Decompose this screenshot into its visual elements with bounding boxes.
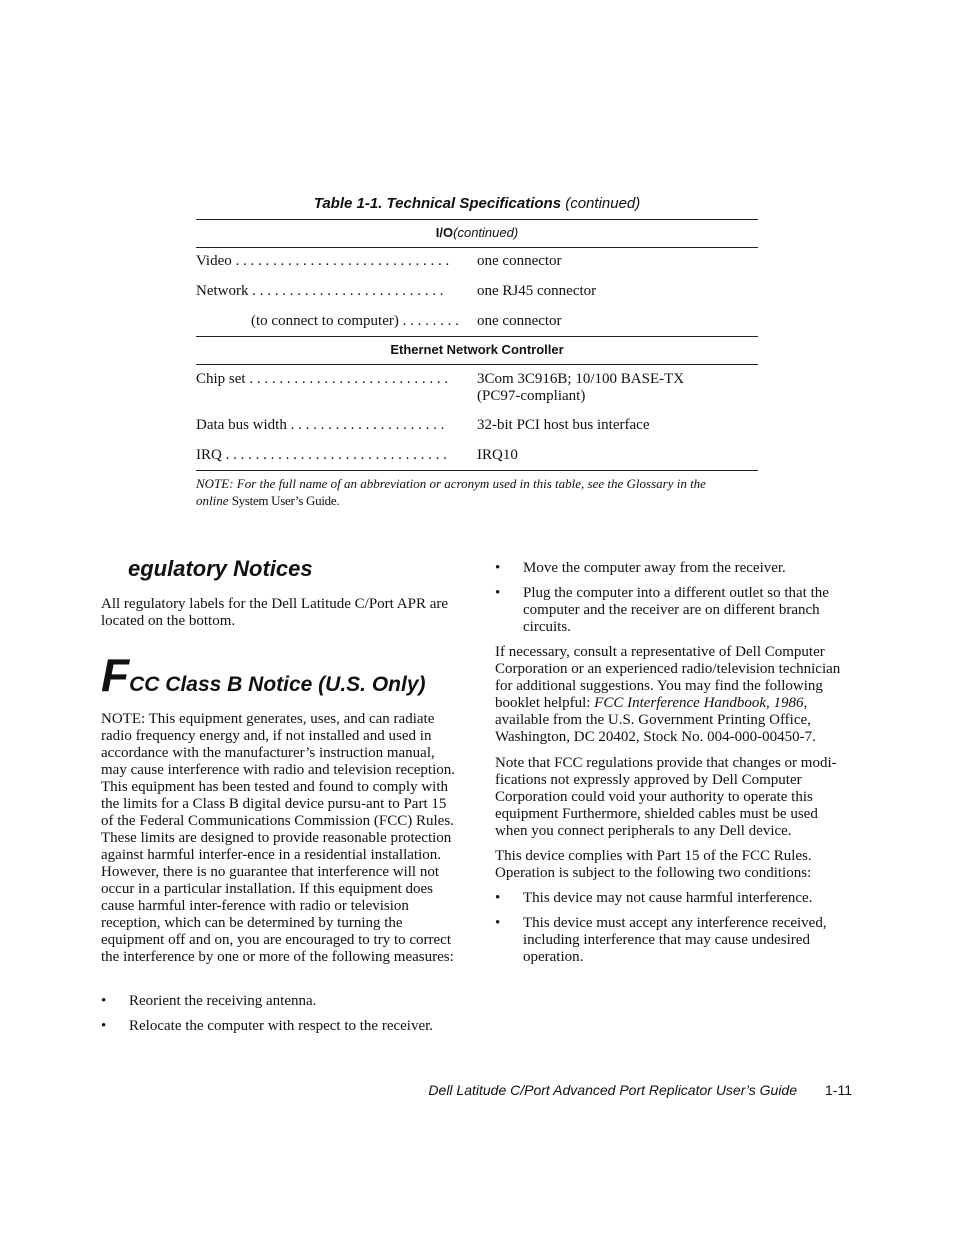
row-value: one RJ45 connector xyxy=(477,283,597,299)
ethernet-section-header: Ethernet Network Controller xyxy=(390,342,564,357)
bullet-icon: • xyxy=(495,915,501,931)
page-number: 1-11 xyxy=(825,1082,852,1098)
row-label: Data bus width . . . . . . . . . . . . . . . . . . . . . xyxy=(196,417,445,433)
table-top-rule xyxy=(196,219,758,220)
io-header-rule xyxy=(196,247,758,248)
row-label: (to connect to computer) . . . . . . . . xyxy=(251,313,459,329)
table-caption xyxy=(196,195,758,212)
table-note: NOTE: For the full name of an abbreviation or acronym used in this table, see the Glossary in the online System User’s Guide. xyxy=(196,476,706,508)
complies-paragraph: This device complies with Part 15 of the FCC Rules. Operation is subject to the following two conditions: xyxy=(495,848,812,881)
row-label: Chip set . . . . . . . . . . . . . . . . . . . . . . . . . . . xyxy=(196,371,449,387)
list-item: • Reorient the receiving antenna. xyxy=(101,993,317,1009)
row-value: IRQ10 xyxy=(477,447,518,463)
bullet-icon: • xyxy=(101,993,107,1009)
list-item: • Plug the computer into a different outlet so that the computer and the receiver are on different branch circuits. xyxy=(495,585,829,635)
modifications-paragraph: Note that FCC regulations provide that changes or modi-fications not expressly approved by Dell Computer Corporation could void your authority to operate this equipment Furthermore, shielded cables must be used when you connect peripherals to any Dell device. xyxy=(495,755,837,839)
booklet-title: FCC Interference Handbook, 1986 xyxy=(594,695,804,711)
fcc-heading: FCC Class B Notice (U.S. Only) xyxy=(101,649,426,701)
list-item: • This device may not cause harmful interference. xyxy=(495,890,813,906)
row-label: Video . . . . . . . . . . . . . . . . . . . . . . . . . . . . . xyxy=(196,253,450,269)
regulatory-heading: egulatory Notices xyxy=(128,556,313,581)
consult-paragraph: If necessary, consult a representative of Dell Computer Corporation or an experienced radio/television technician for additional suggestions. You may find the following booklet helpful: FCC Interference Handbook, 1986, available from the U.S. Government Printing Office, Washington, DC 20402, Stock No. 004-000-00450-7. xyxy=(495,644,841,745)
table-bottom-rule xyxy=(196,470,758,471)
io-section-header: I/O(continued) xyxy=(435,225,519,240)
bullet-icon: • xyxy=(495,560,501,576)
list-item: • Relocate the computer with respect to the receiver. xyxy=(101,1018,434,1034)
row-value: 32-bit PCI host bus interface xyxy=(477,417,650,433)
bullet-icon: • xyxy=(101,1018,107,1034)
regulatory-body: All regulatory labels for the Dell Latitude C/Port APR are located on the bottom. xyxy=(101,596,449,629)
page-footer xyxy=(428,1082,852,1098)
list-item: • This device must accept any interference received, including interference that may cause undesired operation. xyxy=(495,915,827,965)
row-value: 3Com 3C916B; 10/100 BASE-TX (PC97-compliant) xyxy=(477,371,685,404)
table-caption-continued: (continued) xyxy=(565,195,641,212)
table-caption-title: Table 1-1. Technical Specifications xyxy=(313,195,562,212)
bullet-icon: • xyxy=(495,890,501,906)
row-label: Network . . . . . . . . . . . . . . . . . . . . . . . . . . xyxy=(196,283,444,299)
ethernet-header-rule xyxy=(196,364,758,365)
fcc-note: NOTE: This equipment generates, uses, and can radiate radio frequency energy and, if not installed and used in accordance with the manufacturer’s instruction manual, may cause interference with radio and television reception. This equipment has been tested and found to comply with the limits for a Class B digital device pursu-ant to Part 15 of the Federal Communications Commission (FCC) Rules. These limits are designed to provide reasonable protection against harmful interfer-ence in a residential installation. However, there is no guarantee that interference will not occur in a particular installation. If this equipment does cause harmful inter-ference with radio or television reception, which can be determined by turning the equipment off and on, you are encouraged to try to correct the interference by one or more of the following measures: xyxy=(101,711,456,965)
bullet-icon: • xyxy=(495,585,501,601)
footer-title: Dell Latitude C/Port Advanced Port Replicator User’s Guide xyxy=(428,1082,798,1098)
row-value: one connector xyxy=(477,253,562,269)
row-value: one connector xyxy=(477,313,562,329)
list-item: • Move the computer away from the receiver. xyxy=(495,560,786,576)
ethernet-top-rule xyxy=(196,336,758,337)
row-label: IRQ . . . . . . . . . . . . . . . . . . . . . . . . . . . . . . xyxy=(196,447,447,463)
